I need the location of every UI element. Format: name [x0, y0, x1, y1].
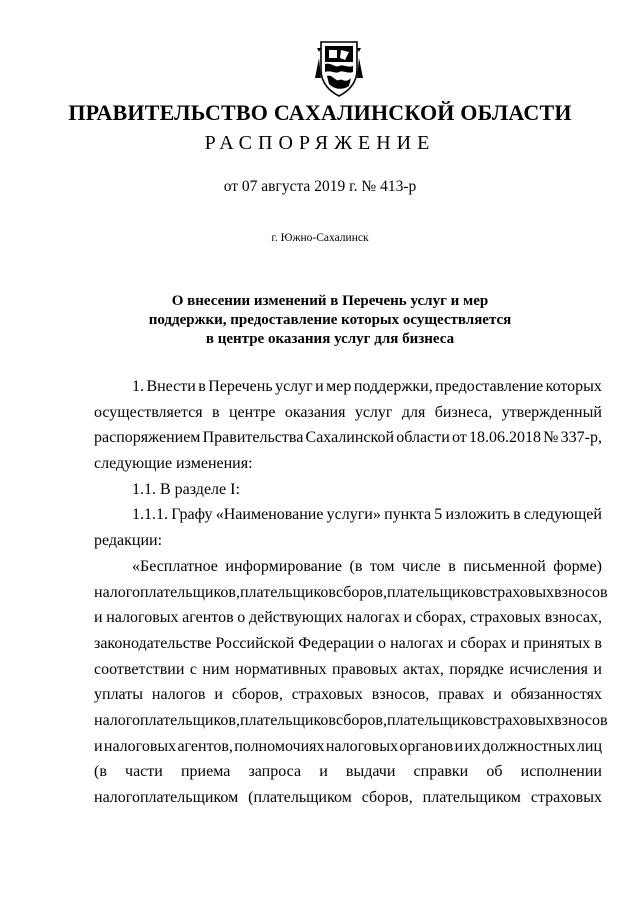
body-word: плательщиков [386, 711, 483, 729]
body-word: об [486, 763, 503, 781]
body-word: ним [202, 660, 230, 678]
body-word: и [447, 634, 457, 652]
body-word: распоряжением [94, 429, 201, 447]
body-word: агентов [182, 609, 234, 627]
body-word: налогоплательщиков, [94, 583, 240, 601]
body-word: законодательстве [94, 634, 212, 652]
body-word: запроса [248, 763, 302, 781]
body-word: Российской [215, 634, 295, 652]
body-word: взносов [554, 583, 608, 601]
coat-of-arms-emblem [313, 38, 365, 98]
body-word: том [369, 557, 395, 575]
body-word: налоговых [106, 609, 179, 627]
body-line [94, 682, 602, 708]
body-word: (в [94, 763, 107, 781]
body-word: числе [401, 557, 441, 575]
body-word: их [464, 737, 481, 755]
body-line [94, 708, 608, 734]
body-line [94, 785, 602, 811]
body-word: в [198, 378, 206, 395]
body-word: предоставление [435, 378, 544, 395]
body-line [94, 759, 602, 785]
body-word: услуг [354, 403, 393, 421]
body-word: страховых [291, 686, 363, 704]
body-word: страховых [530, 789, 602, 806]
body-word: для [401, 403, 426, 421]
body-word: должностных [482, 737, 576, 755]
body-word: плательщиком [422, 789, 521, 806]
body-word: в [448, 557, 456, 575]
body-word: приема [180, 763, 231, 781]
body-line [94, 657, 602, 683]
body-word: порядке [449, 660, 504, 678]
body-word: налоговых [325, 737, 399, 755]
body-word: 337-р, [560, 429, 602, 447]
body-word: 1.1.1. [132, 506, 168, 524]
body-word: и [94, 609, 103, 627]
body-line [94, 631, 602, 657]
body-word: информирование [225, 557, 342, 575]
body-word: поддержки, [353, 378, 433, 395]
body-line: редакции: [94, 532, 163, 550]
body-line [94, 425, 602, 451]
body-line [94, 374, 602, 400]
body-word: страховых [469, 609, 542, 627]
body-word: «Бесплатное [132, 557, 218, 575]
body-word: изложить [445, 506, 510, 524]
body-word: страховых [483, 711, 555, 729]
document-city: г. Южно-Сахалинск [271, 232, 369, 244]
body-word: и [454, 737, 464, 755]
body-word: сборах [460, 634, 507, 652]
body-word: которых [545, 378, 602, 395]
body-word: взносов, [371, 686, 430, 704]
body-word: услуги» [326, 506, 381, 524]
body-word: в [513, 506, 521, 524]
body-word: уплаты [94, 686, 143, 704]
body-word: и [510, 634, 520, 652]
body-line [94, 554, 602, 580]
body-word: Федерации [298, 634, 374, 652]
body-word: налоговых [103, 737, 177, 755]
body-word: взносах, [544, 609, 602, 627]
body-word: 5 [434, 506, 443, 524]
body-word: сборов, [231, 686, 283, 704]
body-word: правах [438, 686, 485, 704]
body-word: принятых [523, 634, 591, 652]
body-word: мер [326, 378, 352, 395]
body-word: (в [349, 557, 363, 575]
body-word: нормативных [235, 660, 327, 678]
body-word: сборов, [335, 583, 387, 601]
body-word: следующей [523, 506, 602, 524]
body-word: актах, [402, 660, 444, 678]
body-word: сборов, [361, 789, 413, 806]
body-word: в [594, 634, 602, 652]
body-word: 1. [132, 378, 144, 395]
body-word: бизнеса, [434, 403, 493, 421]
body-word: и [593, 660, 602, 678]
body-word: пункта [384, 506, 432, 524]
body-word: плательщиков [239, 583, 336, 601]
body-line [94, 605, 602, 631]
body-line [94, 580, 608, 606]
title-line: в центре оказания услуг для бизнеса [205, 331, 455, 347]
body-word: с [189, 660, 197, 678]
body-line [94, 400, 602, 426]
body-word: лиц [576, 737, 602, 755]
body-word: и [94, 737, 103, 755]
document-type-heading: РАСПОРЯЖЕНИЕ [204, 132, 436, 154]
body-word: Правительства [202, 429, 304, 447]
body-word: форме) [553, 557, 602, 575]
body-word: части [125, 763, 163, 781]
document-title [120, 292, 540, 349]
document-body [94, 374, 608, 811]
government-heading: ПРАВИТЕЛЬСТВО САХАЛИНСКОЙ ОБЛАСТИ [68, 100, 572, 125]
body-line [94, 734, 602, 760]
body-word: и [403, 609, 413, 627]
title-line: поддержки, предоставление которых осуществляется [148, 312, 512, 328]
body-word: исчисления [509, 660, 588, 678]
body-word: (плательщиком [248, 789, 352, 806]
body-word: агентов, [177, 737, 233, 755]
body-word: плательщиков [386, 583, 483, 601]
body-word: о [378, 634, 386, 652]
document-date-number: от 07 августа 2019 г. № 413-р [223, 178, 417, 195]
body-word: Внести [146, 378, 196, 395]
body-word: в [212, 403, 220, 421]
body-line: следующие изменения: [94, 455, 253, 473]
body-word: полномочиях [234, 737, 325, 755]
body-word: «Наименование [215, 506, 324, 524]
body-word: взносов [554, 711, 608, 729]
body-word: справки [413, 763, 469, 781]
title-line: О внесении изменений в Перечень услуг и мер [171, 293, 489, 309]
body-word: области [396, 429, 450, 447]
body-word: выдачи [345, 763, 396, 781]
body-word: налогов [151, 686, 206, 704]
body-word: о [237, 609, 246, 627]
body-word: правовых [332, 660, 398, 678]
body-line: 1.1. В разделе I: [132, 480, 240, 498]
body-word: и [319, 763, 328, 781]
body-word: сборов, [335, 711, 387, 729]
body-word: налогах [346, 609, 400, 627]
body-word: соответствии [94, 660, 185, 678]
body-word: налогах [390, 634, 444, 652]
body-word: и [315, 378, 324, 395]
body-word: 18.06.2018 [468, 429, 541, 447]
body-word: Графу [171, 506, 213, 524]
body-word: утвержденный [501, 403, 602, 421]
body-word: налогоплательщиком [94, 789, 239, 806]
body-word: исполнении [520, 763, 602, 781]
body-line [94, 502, 602, 528]
body-word: оказания [284, 403, 346, 421]
body-word: центре [228, 403, 276, 421]
body-word: Перечень [208, 378, 273, 395]
body-word: от [451, 429, 467, 447]
body-word: и [214, 686, 223, 704]
body-word: плательщиков [239, 711, 336, 729]
body-word: страховых [483, 583, 555, 601]
body-word: услуг [275, 378, 313, 395]
body-word: № [543, 429, 559, 447]
body-word: налогоплательщиков, [94, 711, 240, 729]
body-word: Сахалинской [305, 429, 395, 447]
body-word: обязанностях [510, 686, 602, 704]
body-word: осуществляется [94, 403, 203, 421]
body-word: и [493, 686, 502, 704]
body-word: письменной [463, 557, 546, 575]
body-word: сборах, [415, 609, 467, 627]
body-word: действующих [248, 609, 343, 627]
body-word: органов [399, 737, 454, 755]
